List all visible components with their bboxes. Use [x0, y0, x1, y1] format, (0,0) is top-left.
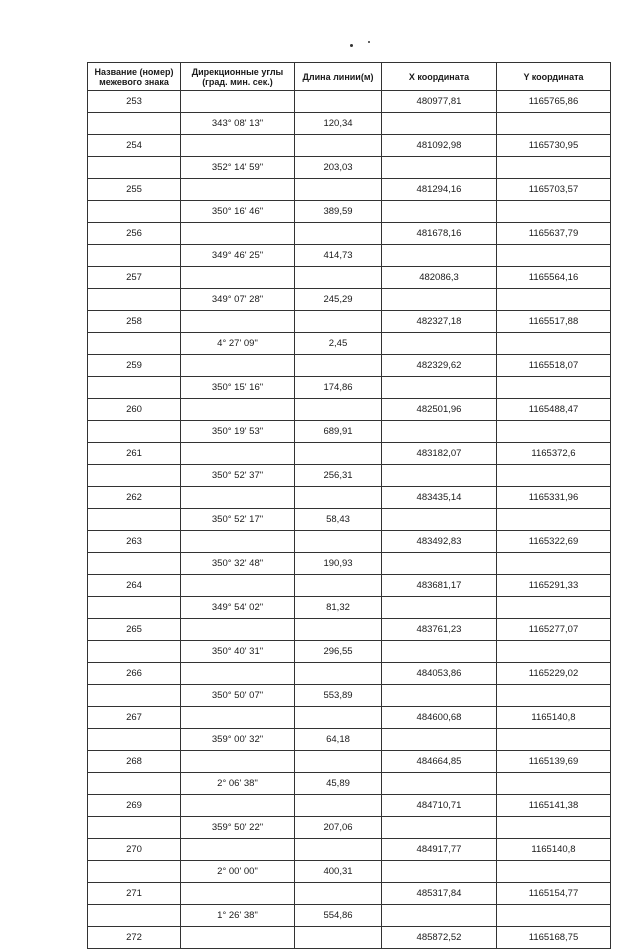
line-length: 689,91 [295, 421, 382, 443]
mark-name: 271 [88, 883, 181, 905]
point-row [88, 443, 611, 465]
segment-row [88, 465, 611, 487]
direction-angle-empty [181, 311, 295, 333]
header-mark-name: Название (номер) межевого знака [88, 63, 181, 91]
segment-row [88, 289, 611, 311]
y-coordinate-empty [497, 421, 611, 443]
x-coordinate-empty [382, 113, 497, 135]
direction-angle: 359° 00' 32" [181, 729, 295, 751]
y-coordinate: 1165372,6 [497, 443, 611, 465]
direction-angle: 343° 08' 13" [181, 113, 295, 135]
mark-name-empty [88, 685, 181, 707]
mark-name: 262 [88, 487, 181, 509]
direction-angle-empty [181, 443, 295, 465]
segment-row [88, 553, 611, 575]
mark-name-empty [88, 509, 181, 531]
direction-angle-empty [181, 663, 295, 685]
line-length: 120,34 [295, 113, 382, 135]
y-coordinate: 1165703,57 [497, 179, 611, 201]
mark-name: 266 [88, 663, 181, 685]
point-row [88, 179, 611, 201]
y-coordinate-empty [497, 861, 611, 883]
boundary-marks-table [87, 62, 611, 949]
point-row [88, 531, 611, 553]
segment-row [88, 157, 611, 179]
direction-angle-empty [181, 839, 295, 861]
x-coordinate: 482501,96 [382, 399, 497, 421]
line-length: 45,89 [295, 773, 382, 795]
scan-speck [350, 44, 353, 47]
x-coordinate-empty [382, 509, 497, 531]
line-length-empty [295, 883, 382, 905]
mark-name-empty [88, 905, 181, 927]
mark-name: 268 [88, 751, 181, 773]
mark-name-empty [88, 201, 181, 223]
mark-name: 264 [88, 575, 181, 597]
point-row [88, 663, 611, 685]
header-y-coordinate: Y координата [497, 63, 611, 91]
segment-row [88, 113, 611, 135]
line-length: 190,93 [295, 553, 382, 575]
direction-angle: 350° 52' 17" [181, 509, 295, 531]
y-coordinate-empty [497, 157, 611, 179]
line-length-empty [295, 707, 382, 729]
point-row [88, 751, 611, 773]
segment-row [88, 597, 611, 619]
y-coordinate: 1165517,88 [497, 311, 611, 333]
y-coordinate-empty [497, 685, 611, 707]
x-coordinate-empty [382, 597, 497, 619]
mark-name: 253 [88, 91, 181, 113]
point-row [88, 707, 611, 729]
mark-name: 261 [88, 443, 181, 465]
segment-row [88, 861, 611, 883]
mark-name-empty [88, 641, 181, 663]
y-coordinate: 1165564,16 [497, 267, 611, 289]
y-coordinate: 1165140,8 [497, 839, 611, 861]
line-length-empty [295, 399, 382, 421]
line-length: 58,43 [295, 509, 382, 531]
x-coordinate: 483435,14 [382, 487, 497, 509]
point-row [88, 355, 611, 377]
line-length: 64,18 [295, 729, 382, 751]
mark-name-empty [88, 245, 181, 267]
mark-name-empty [88, 157, 181, 179]
table-body [88, 91, 611, 949]
y-coordinate: 1165229,02 [497, 663, 611, 685]
x-coordinate: 483182,07 [382, 443, 497, 465]
direction-angle-empty [181, 399, 295, 421]
direction-angle: 4° 27' 09" [181, 333, 295, 355]
direction-angle-empty [181, 619, 295, 641]
y-coordinate-empty [497, 773, 611, 795]
direction-angle-empty [181, 707, 295, 729]
segment-row [88, 817, 611, 839]
line-length: 256,31 [295, 465, 382, 487]
direction-angle: 350° 19' 53" [181, 421, 295, 443]
direction-angle: 350° 40' 31" [181, 641, 295, 663]
line-length-empty [295, 487, 382, 509]
line-length: 400,31 [295, 861, 382, 883]
x-coordinate: 482086,3 [382, 267, 497, 289]
direction-angle-empty [181, 267, 295, 289]
line-length-empty [295, 531, 382, 553]
mark-name: 265 [88, 619, 181, 641]
direction-angle: 349° 07' 28" [181, 289, 295, 311]
direction-angle-empty [181, 223, 295, 245]
y-coordinate-empty [497, 729, 611, 751]
x-coordinate-empty [382, 377, 497, 399]
direction-angle-empty [181, 575, 295, 597]
point-row [88, 883, 611, 905]
mark-name-empty [88, 553, 181, 575]
header-line-length: Длина линии(м) [295, 63, 382, 91]
y-coordinate-empty [497, 641, 611, 663]
direction-angle-empty [181, 91, 295, 113]
y-coordinate-empty [497, 377, 611, 399]
line-length-empty [295, 795, 382, 817]
line-length-empty [295, 267, 382, 289]
line-length: 553,89 [295, 685, 382, 707]
direction-angle: 350° 16' 46" [181, 201, 295, 223]
y-coordinate: 1165277,07 [497, 619, 611, 641]
line-length-empty [295, 135, 382, 157]
mark-name: 263 [88, 531, 181, 553]
y-coordinate-empty [497, 905, 611, 927]
y-coordinate-empty [497, 113, 611, 135]
mark-name-empty [88, 861, 181, 883]
y-coordinate: 1165154,77 [497, 883, 611, 905]
point-row [88, 399, 611, 421]
x-coordinate: 480977,81 [382, 91, 497, 113]
line-length-empty [295, 839, 382, 861]
line-length: 81,32 [295, 597, 382, 619]
x-coordinate: 485317,84 [382, 883, 497, 905]
x-coordinate-empty [382, 729, 497, 751]
line-length-empty [295, 223, 382, 245]
x-coordinate-empty [382, 333, 497, 355]
direction-angle-empty [181, 751, 295, 773]
y-coordinate: 1165141,38 [497, 795, 611, 817]
direction-angle-empty [181, 883, 295, 905]
y-coordinate: 1165168,75 [497, 927, 611, 949]
x-coordinate: 483492,83 [382, 531, 497, 553]
y-coordinate: 1165488,47 [497, 399, 611, 421]
x-coordinate: 483681,17 [382, 575, 497, 597]
mark-name: 259 [88, 355, 181, 377]
mark-name: 272 [88, 927, 181, 949]
direction-angle: 1° 26' 38" [181, 905, 295, 927]
direction-angle-empty [181, 355, 295, 377]
scan-speck [368, 41, 370, 43]
point-row [88, 839, 611, 861]
y-coordinate: 1165139,69 [497, 751, 611, 773]
point-row [88, 267, 611, 289]
x-coordinate-empty [382, 641, 497, 663]
x-coordinate: 484710,71 [382, 795, 497, 817]
point-row [88, 619, 611, 641]
x-coordinate-empty [382, 773, 497, 795]
line-length-empty [295, 751, 382, 773]
point-row [88, 575, 611, 597]
line-length: 2,45 [295, 333, 382, 355]
x-coordinate-empty [382, 905, 497, 927]
point-row [88, 795, 611, 817]
mark-name: 255 [88, 179, 181, 201]
segment-row [88, 333, 611, 355]
header-x-coordinate: X координата [382, 63, 497, 91]
mark-name: 254 [88, 135, 181, 157]
x-coordinate: 481294,16 [382, 179, 497, 201]
y-coordinate: 1165765,86 [497, 91, 611, 113]
segment-row [88, 201, 611, 223]
mark-name: 256 [88, 223, 181, 245]
segment-row [88, 377, 611, 399]
line-length-empty [295, 179, 382, 201]
direction-angle: 352° 14' 59" [181, 157, 295, 179]
segment-row [88, 685, 611, 707]
header-direction-angle: Дирекционные углы (град. мин. сек.) [181, 63, 295, 91]
segment-row [88, 729, 611, 751]
line-length: 414,73 [295, 245, 382, 267]
direction-angle-empty [181, 531, 295, 553]
point-row [88, 487, 611, 509]
line-length-empty [295, 927, 382, 949]
mark-name-empty [88, 597, 181, 619]
line-length-empty [295, 311, 382, 333]
direction-angle-empty [181, 927, 295, 949]
mark-name-empty [88, 113, 181, 135]
direction-angle: 350° 52' 37" [181, 465, 295, 487]
mark-name: 257 [88, 267, 181, 289]
mark-name-empty [88, 377, 181, 399]
x-coordinate-empty [382, 861, 497, 883]
y-coordinate-empty [497, 245, 611, 267]
direction-angle: 2° 00' 00" [181, 861, 295, 883]
x-coordinate: 484917,77 [382, 839, 497, 861]
mark-name: 258 [88, 311, 181, 333]
mark-name: 260 [88, 399, 181, 421]
y-coordinate-empty [497, 553, 611, 575]
line-length-empty [295, 619, 382, 641]
point-row [88, 223, 611, 245]
x-coordinate-empty [382, 553, 497, 575]
direction-angle-empty [181, 795, 295, 817]
direction-angle: 349° 46' 25" [181, 245, 295, 267]
x-coordinate: 482327,18 [382, 311, 497, 333]
x-coordinate-empty [382, 157, 497, 179]
line-length: 245,29 [295, 289, 382, 311]
x-coordinate: 484600,68 [382, 707, 497, 729]
x-coordinate: 482329,62 [382, 355, 497, 377]
line-length: 296,55 [295, 641, 382, 663]
line-length: 554,86 [295, 905, 382, 927]
line-length-empty [295, 663, 382, 685]
direction-angle-empty [181, 135, 295, 157]
x-coordinate-empty [382, 289, 497, 311]
segment-row [88, 421, 611, 443]
line-length: 389,59 [295, 201, 382, 223]
mark-name-empty [88, 289, 181, 311]
line-length: 203,03 [295, 157, 382, 179]
x-coordinate: 481092,98 [382, 135, 497, 157]
x-coordinate-empty [382, 817, 497, 839]
y-coordinate: 1165291,33 [497, 575, 611, 597]
direction-angle-empty [181, 487, 295, 509]
line-length-empty [295, 91, 382, 113]
y-coordinate: 1165730,95 [497, 135, 611, 157]
y-coordinate: 1165140,8 [497, 707, 611, 729]
y-coordinate-empty [497, 509, 611, 531]
point-row [88, 91, 611, 113]
y-coordinate-empty [497, 289, 611, 311]
mark-name-empty [88, 333, 181, 355]
line-length: 174,86 [295, 377, 382, 399]
x-coordinate: 483761,23 [382, 619, 497, 641]
segment-row [88, 245, 611, 267]
y-coordinate-empty [497, 201, 611, 223]
segment-row [88, 641, 611, 663]
mark-name: 270 [88, 839, 181, 861]
y-coordinate: 1165518,07 [497, 355, 611, 377]
mark-name-empty [88, 421, 181, 443]
direction-angle: 350° 50' 07" [181, 685, 295, 707]
y-coordinate: 1165637,79 [497, 223, 611, 245]
y-coordinate: 1165331,96 [497, 487, 611, 509]
point-row [88, 311, 611, 333]
line-length-empty [295, 575, 382, 597]
x-coordinate: 484664,85 [382, 751, 497, 773]
point-row [88, 135, 611, 157]
x-coordinate-empty [382, 465, 497, 487]
x-coordinate: 485872,52 [382, 927, 497, 949]
mark-name-empty [88, 773, 181, 795]
segment-row [88, 773, 611, 795]
x-coordinate-empty [382, 685, 497, 707]
y-coordinate-empty [497, 817, 611, 839]
direction-angle-empty [181, 179, 295, 201]
y-coordinate-empty [497, 465, 611, 487]
x-coordinate: 481678,16 [382, 223, 497, 245]
y-coordinate-empty [497, 333, 611, 355]
mark-name: 269 [88, 795, 181, 817]
segment-row [88, 509, 611, 531]
mark-name-empty [88, 817, 181, 839]
direction-angle: 350° 32' 48" [181, 553, 295, 575]
direction-angle: 349° 54' 02" [181, 597, 295, 619]
y-coordinate: 1165322,69 [497, 531, 611, 553]
segment-row [88, 905, 611, 927]
x-coordinate-empty [382, 421, 497, 443]
point-row [88, 927, 611, 949]
line-length: 207,06 [295, 817, 382, 839]
direction-angle: 2° 06' 38" [181, 773, 295, 795]
direction-angle: 359° 50' 22" [181, 817, 295, 839]
table-header-row [88, 63, 611, 91]
line-length-empty [295, 355, 382, 377]
direction-angle: 350° 15' 16" [181, 377, 295, 399]
mark-name-empty [88, 465, 181, 487]
x-coordinate: 484053,86 [382, 663, 497, 685]
line-length-empty [295, 443, 382, 465]
y-coordinate-empty [497, 597, 611, 619]
mark-name: 267 [88, 707, 181, 729]
mark-name-empty [88, 729, 181, 751]
x-coordinate-empty [382, 201, 497, 223]
x-coordinate-empty [382, 245, 497, 267]
